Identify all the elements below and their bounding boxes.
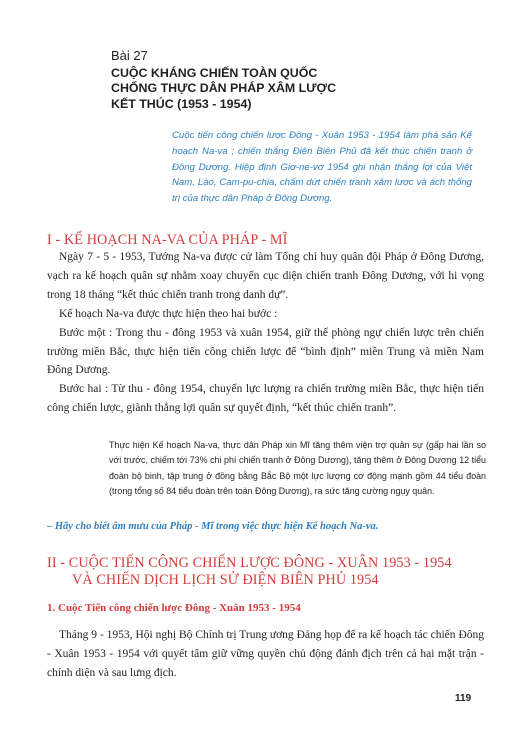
review-question: – Hãy cho biết âm mưu của Pháp - Mĩ trong việc thực hiện Kế hoạch Na-va. <box>47 521 379 532</box>
section-2-heading-line-1: II - CUỘC TIẾN CÔNG CHIẾN LƯỢC ĐÔNG - XUÂN 1953 - 1954 <box>47 555 452 571</box>
lesson-title-line: CHỐNG THỰC DÂN PHÁP XÂM LƯỢC <box>111 81 337 96</box>
paragraph: Kế hoạch Na-va được thực hiện theo hai bước : <box>59 307 278 320</box>
paragraph: Bước một : Trong thu - đông 1953 và xuân 1954, giữ thế phòng ngự chiến lược trên chiến trường miền Bắc, thực hiện tiến công chiến lược để “bình định” miền Trung và miền Nam Đông Dương. <box>47 326 484 377</box>
supplementary-note: Thực hiện Kế hoạch Na-va, thực dân Pháp xin Mĩ tăng thêm viện trợ quân sự (gấp hai lần so với trước, chiếm tới 73% chi phí chiến tranh ở Đông Dương), tăng thêm ở Đông Dương 12 tiểu đoàn bộ binh, tập trung ở đồng bằng Bắc Bộ một lực lượng cơ động mạnh gồm 44 tiểu đoàn (trong tổng số 84 tiểu đoàn trên toàn Đông Dương), ra sức tăng cường ngụy quân. <box>109 440 486 496</box>
subsection-heading: 1. Cuộc Tiến công chiến lược Đông - Xuân 1953 - 1954 <box>47 602 301 614</box>
section-2-body <box>47 626 484 683</box>
paragraph: Tháng 9 - 1953, Hội nghị Bộ Chính trị Trung ương Đảng họp để ra kế hoạch tác chiến Đông - Xuân 1953 - 1954 với quyết tâm giữ vững quyền chủ động đánh địch trên cả hai mặt trận - chính diện và sau lưng địch. <box>47 629 484 679</box>
lesson-summary: Cuộc tiến công chiến lược Đông - Xuân 1953 - 1954 làm phá sản Kế hoạch Na-va ; chiến thắng Điện Biên Phủ đã kết thúc chiến tranh ở Đông Dương. Hiệp định Giơ-ne-vơ 1954 ghi nhận thắng lợi của Việt Nam, Lào, Cam-pu-chia, chấm dứt chiến tranh xâm lược và ách thống trị của thực dân Pháp ở Đông Dương. <box>172 130 472 205</box>
lesson-number: Bài 27 <box>111 48 148 63</box>
section-1-body <box>47 248 484 418</box>
lesson-title-line: KẾT THÚC (1953 - 1954) <box>111 96 252 111</box>
section-1-heading: I - KẾ HOẠCH NA-VA CỦA PHÁP - MĨ <box>47 232 288 248</box>
paragraph: Ngày 7 - 5 - 1953, Tướng Na-va được cử làm Tổng chỉ huy quân đội Pháp ở Đông Dương, vạch ra kế hoạch quân sự nhằm xoay chuyển cục diện chiến tranh Đông Dương, với hi vọng trong 18 tháng “kết thúc chiến tranh trong danh dự”. <box>47 251 484 301</box>
page-number: 119 <box>455 693 472 704</box>
lesson-title-line: CUỘC KHÁNG CHIẾN TOÀN QUỐC <box>111 66 318 80</box>
lesson-title <box>111 66 441 112</box>
section-2-heading-line-2: VÀ CHIẾN DỊCH LỊCH SỬ ĐIỆN BIÊN PHỦ 1954 <box>72 572 379 588</box>
paragraph: Bước hai : Từ thu - đông 1954, chuyển lực lượng ra chiến trường miền Bắc, thực hiện tiến công chiến lược, giành thắng lợi quân sự quyết định, “kết thúc chiến tranh”. <box>47 383 484 415</box>
section-2-heading <box>47 555 487 589</box>
